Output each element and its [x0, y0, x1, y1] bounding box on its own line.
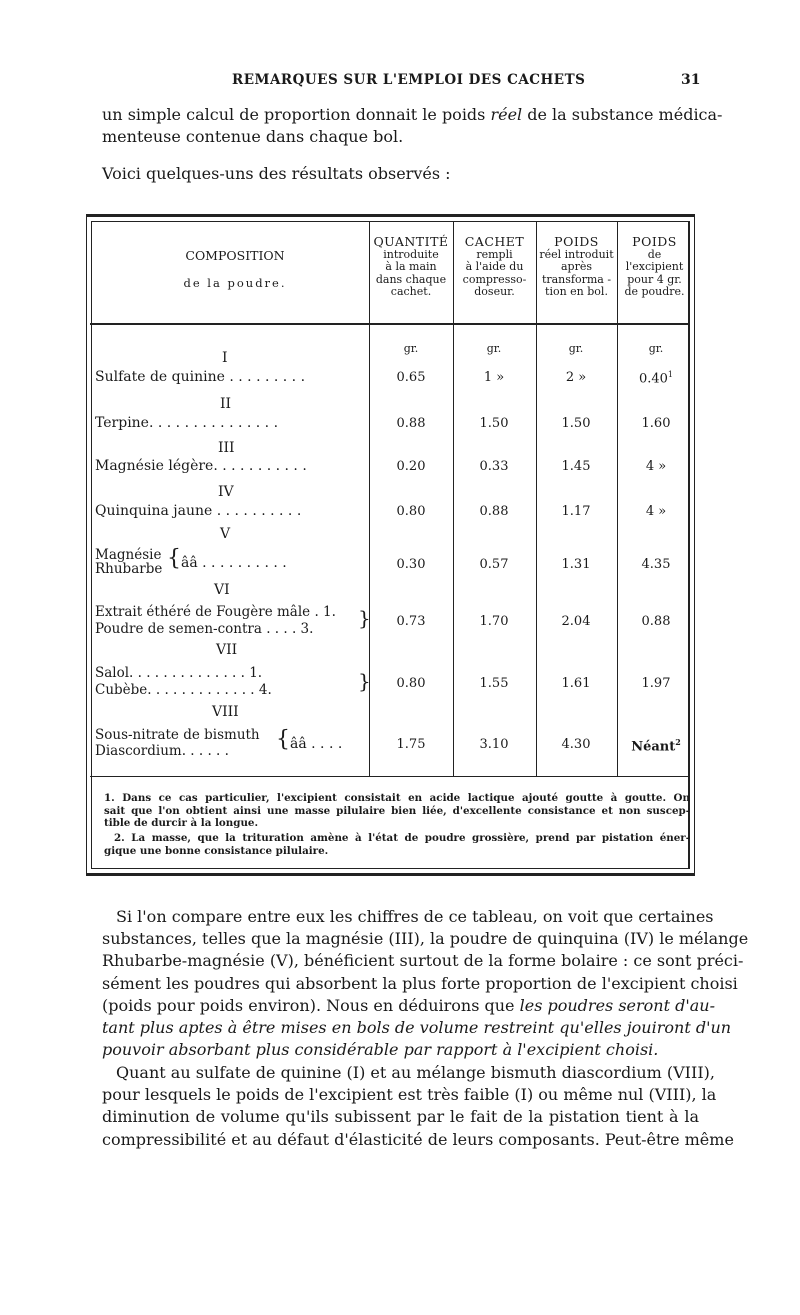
cell-value: 0.88: [641, 614, 671, 629]
header-composition: COMPOSITION: [185, 248, 285, 263]
cell-value: 0.57: [479, 557, 509, 572]
col-divider-4: [617, 222, 618, 777]
row-name-group: Magnésie Rhubarbe: [95, 547, 163, 577]
cell-value: 4 »: [645, 504, 667, 519]
header-rule: [90, 323, 690, 325]
cell-value: 3.10: [479, 737, 509, 752]
cell-value: 4.30: [561, 737, 591, 752]
header-poids-reel: POIDS réel introduit après transforma - tion en bol.: [539, 234, 614, 298]
brace-icon: }: [358, 669, 371, 693]
cell-value: 1.17: [561, 504, 591, 519]
cell-value: 1.55: [479, 676, 509, 691]
cell-value: 0.30: [396, 557, 426, 572]
cell-value: 1.75: [396, 737, 426, 752]
row-name-suffix: ââ . . . .: [290, 736, 343, 752]
footnote-rule: [90, 776, 690, 777]
row-roman: III: [218, 440, 235, 456]
row-name: Terpine. . . . . . . . . . . . . . .: [95, 415, 279, 431]
running-title: REMARQUES SUR L'EMPLOI DES CACHETS: [232, 72, 586, 88]
cell-value: 0.80: [396, 676, 426, 691]
intro-line-1: un simple calcul de proportion donnait le poids réel de la substance médica-: [102, 105, 723, 124]
cell-value: 0.40$^1$: [638, 370, 674, 387]
footnote-1: 1. Dans ce cas particulier, l'excipient consistait en acide lactique ajouté goutte à goutte. On sait que l'on obtient ainsi une masse pilulaire bien liée, d'excellente consistance et non suscep- tible de durcir à la longue.: [104, 792, 690, 829]
intro-line-2: menteuse contenue dans chaque bol.: [102, 127, 404, 146]
cell-value: Néant$^2$: [631, 737, 681, 755]
cell-value: 1.50: [561, 416, 591, 431]
unit-col3: gr.: [568, 342, 584, 355]
row-roman: II: [220, 396, 232, 412]
row-name-suffix: ââ . . . . . . . . . .: [181, 555, 287, 571]
cell-value: 0.88: [396, 416, 426, 431]
cell-value: 0.88: [479, 504, 509, 519]
row-roman: VII: [216, 642, 238, 658]
cell-value: 1 »: [483, 370, 505, 385]
cell-value: 1.50: [479, 416, 509, 431]
col-divider-3: [536, 222, 537, 777]
unit-col2: gr.: [486, 342, 502, 355]
running-head: [0, 72, 800, 92]
cell-value: 1.97: [641, 676, 671, 691]
row-name-group: Salol. . . . . . . . . . . . . . 1. Cubèbe. . . . . . . . . . . . . 4.: [95, 665, 272, 698]
brace-icon: }: [358, 606, 371, 630]
footnote-ref: 1: [667, 370, 674, 379]
cell-value: 2.04: [561, 614, 591, 629]
cell-value: 1.45: [561, 459, 591, 474]
intro-paragraph: [102, 104, 723, 148]
header-quantite: QUANTITÉ introduite à la main dans chaque cachet.: [373, 234, 449, 298]
body-paragraph-1: Si l'on compare entre eux les chiffres de ce tableau, on voit que certaines substances, telles que la magnésie (III), la poudre de quinquina (IV) le mélange Rhubarbe-magnésie (V), bénéficient surtout de la forme bolaire : ce sont préci- sément les poudres qui absorbent la plus forte proportion de l'excipient choisi (poids pour poids environ). Nous en déduirons que les poudres seront d'au- tant plus aptes à être mises en bols de volume restreint qu'elles jouiront d'un pouvoir absorbant plus considérable par rapport à l'excipient choisi.: [102, 907, 749, 1060]
cell-value: 0.33: [479, 459, 509, 474]
row-name-group: Extrait éthéré de Fougère mâle . 1. Poudre de semen-contra . . . . 3.: [95, 604, 336, 637]
header-composition-sub: de la poudre.: [183, 276, 287, 290]
cell-value: 0.73: [396, 614, 426, 629]
header-cachet: CACHET rempli à l'aide du compresso- doseur.: [462, 234, 527, 298]
page-number: 31: [681, 72, 701, 88]
cell-value: 0.20: [396, 459, 426, 474]
brace-icon: {: [167, 546, 181, 571]
cell-value: 0.80: [396, 504, 426, 519]
col-divider-1: [369, 222, 370, 777]
cell-value: 2 »: [565, 370, 587, 385]
row-roman: V: [220, 526, 231, 542]
header-poids-excipient: POIDS de l'excipient pour 4 gr. de poudre.: [624, 234, 685, 298]
cell-value: 1.61: [561, 676, 591, 691]
cell-value: 1.70: [479, 614, 509, 629]
intro-lead: [102, 163, 698, 185]
row-roman: I: [222, 350, 228, 366]
unit-col1: gr.: [403, 342, 419, 355]
row-name: Quinquina jaune . . . . . . . . . .: [95, 503, 302, 519]
body-paragraph-2: Quant au sulfate de quinine (I) et au mélange bismuth diascordium (VIII), pour lesquels le poids de l'excipient est très faible (I) ou même nul (VIII), la diminution de volume qu'ils subissent par le fait de la pistation tient à la compressibilité et au défaut d'élasticité de leurs composants. Peut-être même: [102, 1063, 734, 1149]
cell-value: 1.31: [561, 557, 591, 572]
unit-col4: gr.: [648, 342, 664, 355]
row-roman: VI: [214, 582, 230, 598]
row-roman: IV: [218, 484, 234, 500]
brace-icon: {: [276, 727, 290, 752]
footnote-ref: 2: [675, 737, 681, 747]
intro-line-3: Voici quelques-uns des résultats observés :: [102, 164, 451, 183]
cell-value: 4 »: [645, 459, 667, 474]
row-name: Sulfate de quinine . . . . . . . . .: [95, 369, 306, 385]
table-inner-frame: [91, 221, 690, 869]
col-divider-2: [453, 222, 454, 777]
cell-value: 4.35: [641, 557, 671, 572]
cell-value: 0.65: [396, 370, 426, 385]
row-name: Magnésie légère. . . . . . . . . . .: [95, 458, 307, 474]
row-name-group: Sous-nitrate de bismuth Diascordium. . . . . .: [95, 727, 260, 759]
cell-value: 1.60: [641, 416, 671, 431]
row-roman: VIII: [212, 704, 239, 720]
footnote-2: 2. La masse, que la trituration amène à l'état de poudre grossière, prend par pistation éner- gique une bonne consistance pilulaire.: [104, 832, 690, 857]
